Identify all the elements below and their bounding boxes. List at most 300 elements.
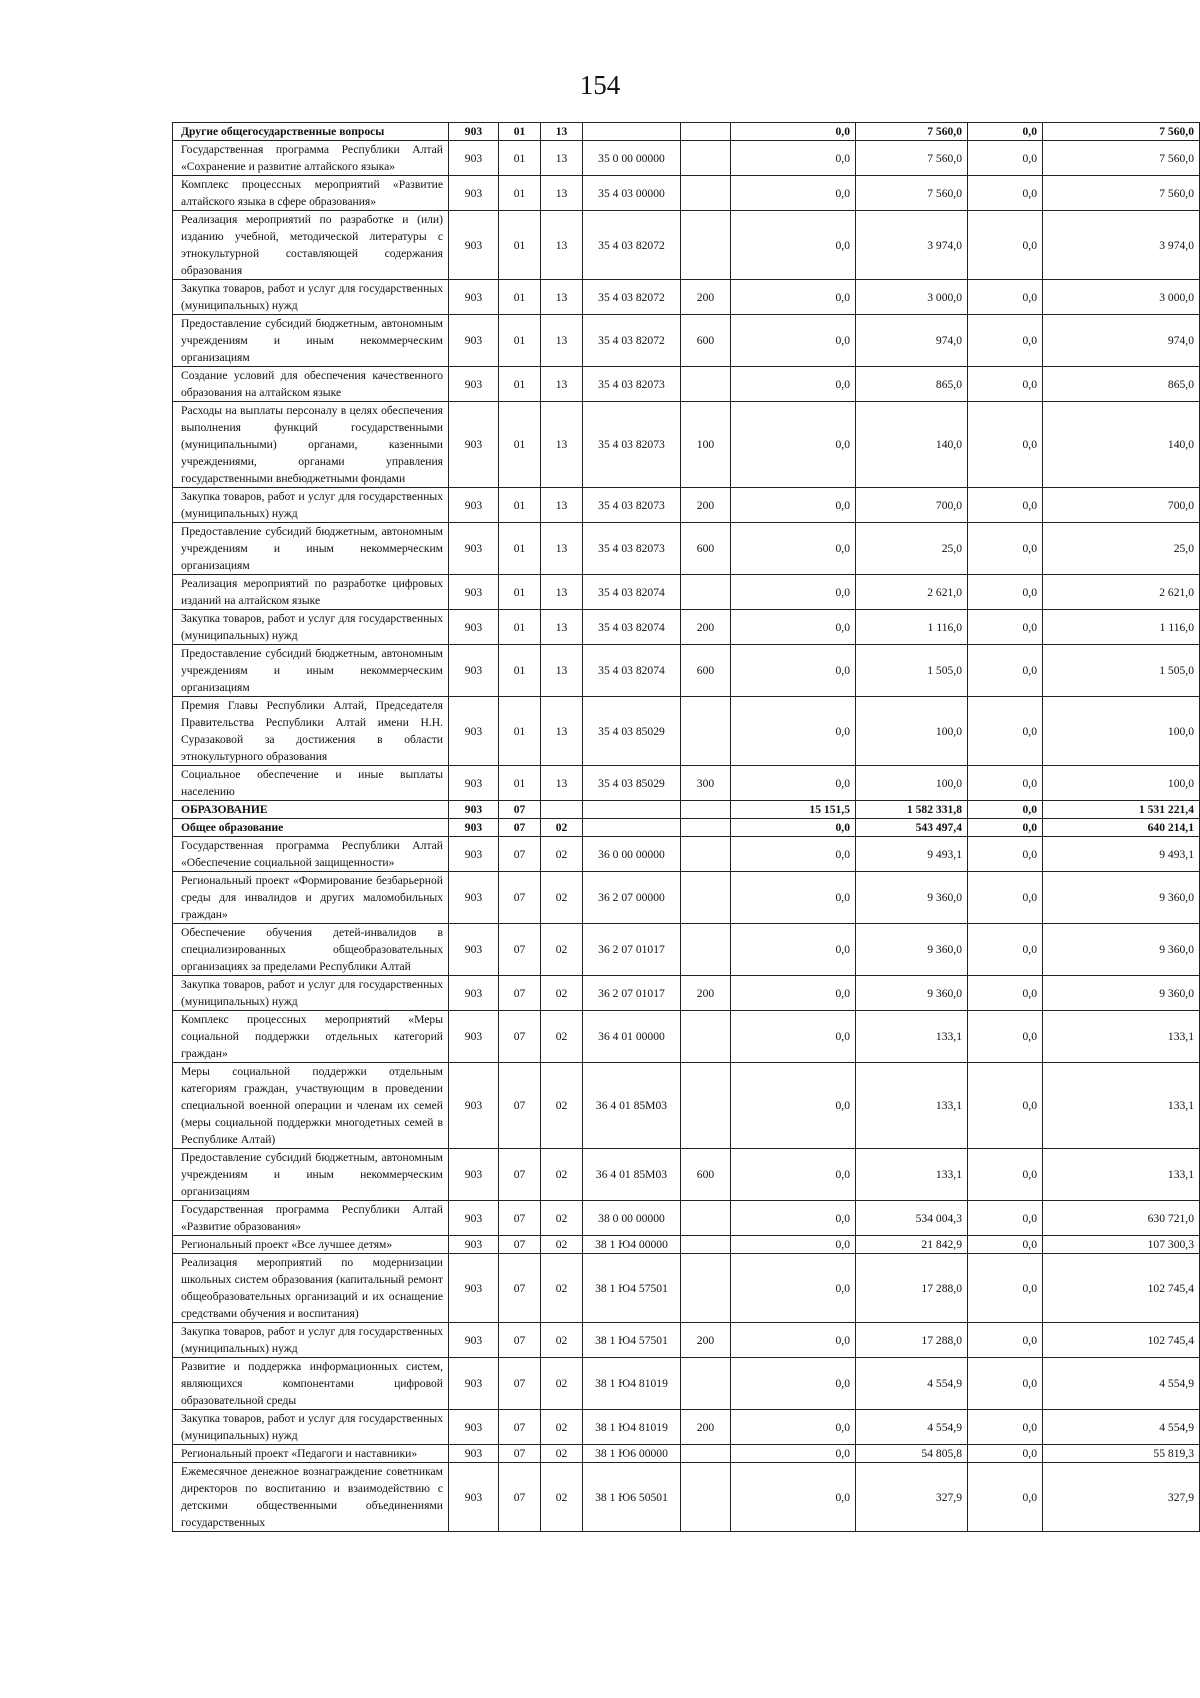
- row-amount-2: 2 621,0: [856, 575, 968, 610]
- row-name: Создание условий для обеспечения качественного образования на алтайском языке: [173, 367, 449, 402]
- row-target-article: [583, 123, 681, 141]
- row-amount-3: 0,0: [968, 766, 1043, 801]
- row-amount-1: 0,0: [731, 1011, 856, 1063]
- row-expense-type: [681, 1063, 731, 1149]
- row-amount-2: 4 554,9: [856, 1410, 968, 1445]
- row-amount-2: 534 004,3: [856, 1201, 968, 1236]
- row-amount-3: 0,0: [968, 924, 1043, 976]
- row-amount-1: 0,0: [731, 280, 856, 315]
- row-amount-3: 0,0: [968, 1063, 1043, 1149]
- row-target-article: 35 4 03 82072: [583, 280, 681, 315]
- row-gr-code: 903: [449, 280, 499, 315]
- table-row: [173, 766, 1200, 801]
- row-gr-code: 903: [449, 697, 499, 766]
- row-amount-4: 4 554,9: [1043, 1358, 1200, 1410]
- row-name: Закупка товаров, работ и услуг для государственных (муниципальных) нужд: [173, 488, 449, 523]
- row-amount-2: 133,1: [856, 1063, 968, 1149]
- row-subsection-code: 02: [541, 1463, 583, 1532]
- row-target-article: [583, 801, 681, 819]
- row-amount-4: 327,9: [1043, 1463, 1200, 1532]
- row-amount-4: 9 493,1: [1043, 837, 1200, 872]
- page-number: 154: [579, 70, 621, 100]
- row-expense-type: [681, 1011, 731, 1063]
- row-expense-type: [681, 1445, 731, 1463]
- row-amount-4: 9 360,0: [1043, 924, 1200, 976]
- row-expense-type: 300: [681, 766, 731, 801]
- table-row: [173, 1254, 1200, 1323]
- row-amount-4: 700,0: [1043, 488, 1200, 523]
- row-gr-code: 903: [449, 367, 499, 402]
- row-amount-2: 1 505,0: [856, 645, 968, 697]
- row-section-code: 01: [499, 176, 541, 211]
- row-amount-2: 17 288,0: [856, 1254, 968, 1323]
- table-row: [173, 610, 1200, 645]
- row-amount-4: 100,0: [1043, 697, 1200, 766]
- row-expense-type: 200: [681, 1323, 731, 1358]
- row-section-code: 07: [499, 1323, 541, 1358]
- row-amount-2: 100,0: [856, 766, 968, 801]
- row-amount-3: 0,0: [968, 976, 1043, 1011]
- row-section-code: 07: [499, 1011, 541, 1063]
- row-section-code: 01: [499, 280, 541, 315]
- row-amount-2: 140,0: [856, 402, 968, 488]
- row-subsection-code: 02: [541, 837, 583, 872]
- row-amount-4: 100,0: [1043, 766, 1200, 801]
- row-section-code: 07: [499, 1254, 541, 1323]
- row-subsection-code: 13: [541, 367, 583, 402]
- row-amount-1: 0,0: [731, 315, 856, 367]
- table-row: [173, 315, 1200, 367]
- row-expense-type: 600: [681, 1149, 731, 1201]
- row-amount-2: 327,9: [856, 1463, 968, 1532]
- row-amount-4: 9 360,0: [1043, 872, 1200, 924]
- row-subsection-code: 13: [541, 123, 583, 141]
- row-expense-type: [681, 575, 731, 610]
- row-expense-type: [681, 924, 731, 976]
- row-amount-2: 865,0: [856, 367, 968, 402]
- row-gr-code: 903: [449, 211, 499, 280]
- row-target-article: 36 2 07 01017: [583, 924, 681, 976]
- row-expense-type: 600: [681, 645, 731, 697]
- row-amount-1: 0,0: [731, 645, 856, 697]
- row-amount-4: 7 560,0: [1043, 176, 1200, 211]
- row-section-code: 07: [499, 924, 541, 976]
- row-gr-code: 903: [449, 1445, 499, 1463]
- row-section-code: 07: [499, 801, 541, 819]
- row-gr-code: 903: [449, 872, 499, 924]
- table-row: [173, 1410, 1200, 1445]
- row-gr-code: 903: [449, 1323, 499, 1358]
- row-amount-1: 0,0: [731, 123, 856, 141]
- row-subsection-code: 02: [541, 1011, 583, 1063]
- row-name: Социальное обеспечение и иные выплаты населению: [173, 766, 449, 801]
- row-section-code: 01: [499, 610, 541, 645]
- row-amount-4: 630 721,0: [1043, 1201, 1200, 1236]
- row-amount-1: 0,0: [731, 819, 856, 837]
- row-amount-4: 102 745,4: [1043, 1254, 1200, 1323]
- row-amount-1: 0,0: [731, 924, 856, 976]
- row-expense-type: [681, 367, 731, 402]
- row-section-code: 01: [499, 141, 541, 176]
- row-amount-1: 0,0: [731, 523, 856, 575]
- row-amount-1: 0,0: [731, 1254, 856, 1323]
- row-amount-2: 9 360,0: [856, 924, 968, 976]
- row-name: Региональный проект «Педагоги и наставники»: [173, 1445, 449, 1463]
- row-subsection-code: 13: [541, 523, 583, 575]
- row-gr-code: 903: [449, 610, 499, 645]
- row-section-code: 01: [499, 488, 541, 523]
- row-target-article: 36 4 01 00000: [583, 1011, 681, 1063]
- row-amount-3: 0,0: [968, 523, 1043, 575]
- row-gr-code: 903: [449, 819, 499, 837]
- row-amount-1: 0,0: [731, 1463, 856, 1532]
- row-name: Обеспечение обучения детей-инвалидов в специализированных общеобразовательных организациях за пределами Республики Алтай: [173, 924, 449, 976]
- row-expense-type: [681, 1463, 731, 1532]
- row-gr-code: 903: [449, 1410, 499, 1445]
- row-target-article: [583, 819, 681, 837]
- row-amount-3: 0,0: [968, 645, 1043, 697]
- row-amount-1: 0,0: [731, 1410, 856, 1445]
- row-subsection-code: [541, 801, 583, 819]
- row-amount-4: 7 560,0: [1043, 141, 1200, 176]
- row-section-code: 07: [499, 1410, 541, 1445]
- row-amount-1: 0,0: [731, 141, 856, 176]
- table-row: [173, 872, 1200, 924]
- row-amount-4: 640 214,1: [1043, 819, 1200, 837]
- row-name: Закупка товаров, работ и услуг для государственных (муниципальных) нужд: [173, 976, 449, 1011]
- row-gr-code: 903: [449, 1149, 499, 1201]
- row-gr-code: 903: [449, 976, 499, 1011]
- row-section-code: 07: [499, 1236, 541, 1254]
- row-target-article: 35 4 03 85029: [583, 697, 681, 766]
- row-name: Развитие и поддержка информационных систем, являющихся компонентами цифровой образовательной среды: [173, 1358, 449, 1410]
- row-gr-code: 903: [449, 1358, 499, 1410]
- row-expense-type: [681, 1236, 731, 1254]
- row-amount-2: 133,1: [856, 1011, 968, 1063]
- table-row: [173, 837, 1200, 872]
- row-amount-4: 133,1: [1043, 1063, 1200, 1149]
- row-amount-3: 0,0: [968, 801, 1043, 819]
- row-name: Реализация мероприятий по разработке цифровых изданий на алтайском языке: [173, 575, 449, 610]
- row-target-article: 38 1 Ю4 81019: [583, 1358, 681, 1410]
- row-amount-1: 0,0: [731, 575, 856, 610]
- row-target-article: 35 4 03 82073: [583, 402, 681, 488]
- row-subsection-code: 02: [541, 1323, 583, 1358]
- row-amount-4: 1 531 221,4: [1043, 801, 1200, 819]
- row-amount-1: 0,0: [731, 176, 856, 211]
- row-expense-type: [681, 176, 731, 211]
- row-section-code: 01: [499, 523, 541, 575]
- row-amount-3: 0,0: [968, 367, 1043, 402]
- table-row: [173, 367, 1200, 402]
- row-amount-2: 974,0: [856, 315, 968, 367]
- row-name: Региональный проект «Формирование безбарьерной среды для инвалидов и других маломобильных граждан»: [173, 872, 449, 924]
- row-section-code: 07: [499, 1445, 541, 1463]
- row-amount-2: 543 497,4: [856, 819, 968, 837]
- row-amount-4: 7 560,0: [1043, 123, 1200, 141]
- table-row: [173, 1358, 1200, 1410]
- table-row: [173, 697, 1200, 766]
- row-name: ОБРАЗОВАНИЕ: [173, 801, 449, 819]
- row-subsection-code: 13: [541, 280, 583, 315]
- row-subsection-code: 13: [541, 488, 583, 523]
- table-row: [173, 141, 1200, 176]
- row-target-article: 38 1 Ю4 00000: [583, 1236, 681, 1254]
- row-subsection-code: 02: [541, 1358, 583, 1410]
- row-subsection-code: 13: [541, 402, 583, 488]
- row-section-code: 07: [499, 1063, 541, 1149]
- row-amount-1: 0,0: [731, 1201, 856, 1236]
- row-section-code: 07: [499, 976, 541, 1011]
- row-amount-3: 0,0: [968, 1463, 1043, 1532]
- row-amount-1: 0,0: [731, 610, 856, 645]
- row-expense-type: [681, 872, 731, 924]
- table-row: [173, 1201, 1200, 1236]
- table-row: [173, 1011, 1200, 1063]
- row-subsection-code: 02: [541, 1201, 583, 1236]
- table-row: [173, 523, 1200, 575]
- row-gr-code: 903: [449, 176, 499, 211]
- row-gr-code: 903: [449, 837, 499, 872]
- row-section-code: 07: [499, 837, 541, 872]
- row-amount-2: 25,0: [856, 523, 968, 575]
- row-expense-type: 200: [681, 280, 731, 315]
- row-subsection-code: 02: [541, 976, 583, 1011]
- row-subsection-code: 13: [541, 697, 583, 766]
- row-amount-4: 55 819,3: [1043, 1445, 1200, 1463]
- row-target-article: 36 4 01 85М03: [583, 1149, 681, 1201]
- row-amount-3: 0,0: [968, 1011, 1043, 1063]
- row-gr-code: 903: [449, 123, 499, 141]
- row-expense-type: [681, 123, 731, 141]
- row-subsection-code: 02: [541, 1149, 583, 1201]
- row-target-article: 38 1 Ю4 57501: [583, 1254, 681, 1323]
- table-row: [173, 1149, 1200, 1201]
- row-amount-3: 0,0: [968, 610, 1043, 645]
- row-name: Закупка товаров, работ и услуг для государственных (муниципальных) нужд: [173, 1410, 449, 1445]
- row-name: Региональный проект «Все лучшее детям»: [173, 1236, 449, 1254]
- row-gr-code: 903: [449, 402, 499, 488]
- row-amount-1: 0,0: [731, 402, 856, 488]
- row-name: Предоставление субсидий бюджетным, автономным учреждениям и иным некоммерческим организациям: [173, 1149, 449, 1201]
- row-expense-type: 200: [681, 976, 731, 1011]
- budget-table: [172, 122, 1200, 1532]
- table-row: [173, 402, 1200, 488]
- row-gr-code: 903: [449, 1254, 499, 1323]
- row-amount-1: 0,0: [731, 367, 856, 402]
- row-section-code: 01: [499, 123, 541, 141]
- row-section-code: 07: [499, 872, 541, 924]
- table-row: [173, 575, 1200, 610]
- row-amount-2: 700,0: [856, 488, 968, 523]
- row-gr-code: 903: [449, 488, 499, 523]
- row-amount-3: 0,0: [968, 141, 1043, 176]
- row-target-article: 38 0 00 00000: [583, 1201, 681, 1236]
- row-amount-1: 0,0: [731, 1323, 856, 1358]
- row-amount-1: 0,0: [731, 976, 856, 1011]
- row-amount-1: 0,0: [731, 211, 856, 280]
- row-target-article: 36 2 07 01017: [583, 976, 681, 1011]
- table-row: [173, 1463, 1200, 1532]
- table-row: [173, 488, 1200, 523]
- row-amount-3: 0,0: [968, 837, 1043, 872]
- row-amount-4: 3 000,0: [1043, 280, 1200, 315]
- row-section-code: 07: [499, 1463, 541, 1532]
- row-target-article: 35 4 03 82074: [583, 645, 681, 697]
- row-amount-2: 21 842,9: [856, 1236, 968, 1254]
- row-expense-type: 200: [681, 488, 731, 523]
- row-amount-4: 140,0: [1043, 402, 1200, 488]
- row-amount-3: 0,0: [968, 697, 1043, 766]
- row-amount-4: 865,0: [1043, 367, 1200, 402]
- row-section-code: 01: [499, 315, 541, 367]
- row-target-article: 36 0 00 00000: [583, 837, 681, 872]
- table-row: [173, 1236, 1200, 1254]
- row-gr-code: 903: [449, 141, 499, 176]
- row-amount-2: 1 116,0: [856, 610, 968, 645]
- row-amount-4: 133,1: [1043, 1149, 1200, 1201]
- row-amount-1: 15 151,5: [731, 801, 856, 819]
- row-target-article: 35 4 03 82073: [583, 367, 681, 402]
- row-amount-2: 133,1: [856, 1149, 968, 1201]
- row-amount-4: 102 745,4: [1043, 1323, 1200, 1358]
- row-name: Закупка товаров, работ и услуг для государственных (муниципальных) нужд: [173, 610, 449, 645]
- row-expense-type: [681, 141, 731, 176]
- row-amount-3: 0,0: [968, 176, 1043, 211]
- row-expense-type: 200: [681, 1410, 731, 1445]
- row-expense-type: [681, 1254, 731, 1323]
- row-amount-2: 4 554,9: [856, 1358, 968, 1410]
- row-gr-code: 903: [449, 1201, 499, 1236]
- table-row: [173, 1445, 1200, 1463]
- row-amount-1: 0,0: [731, 1063, 856, 1149]
- row-expense-type: [681, 837, 731, 872]
- row-amount-3: 0,0: [968, 1236, 1043, 1254]
- row-target-article: 35 4 03 82073: [583, 523, 681, 575]
- row-amount-3: 0,0: [968, 402, 1043, 488]
- row-amount-1: 0,0: [731, 837, 856, 872]
- budget-table-body: [173, 123, 1200, 1532]
- row-expense-type: [681, 211, 731, 280]
- row-section-code: 01: [499, 402, 541, 488]
- row-name: Закупка товаров, работ и услуг для государственных (муниципальных) нужд: [173, 1323, 449, 1358]
- row-name: Другие общегосударственные вопросы: [173, 123, 449, 141]
- row-amount-3: 0,0: [968, 1445, 1043, 1463]
- row-name: Премия Главы Республики Алтай, Председателя Правительства Республики Алтай имени Н.Н. Суразаковой за достижения в области этнокультурного образования: [173, 697, 449, 766]
- row-amount-3: 0,0: [968, 211, 1043, 280]
- row-target-article: 35 4 03 82072: [583, 211, 681, 280]
- row-amount-3: 0,0: [968, 315, 1043, 367]
- row-section-code: 01: [499, 211, 541, 280]
- row-amount-4: 133,1: [1043, 1011, 1200, 1063]
- row-subsection-code: 02: [541, 1236, 583, 1254]
- row-expense-type: [681, 819, 731, 837]
- row-name: Государственная программа Республики Алтай «Развитие образования»: [173, 1201, 449, 1236]
- row-name: Комплекс процессных мероприятий «Меры социальной поддержки отдельных категорий граждан»: [173, 1011, 449, 1063]
- row-amount-3: 0,0: [968, 123, 1043, 141]
- row-subsection-code: 02: [541, 1445, 583, 1463]
- row-target-article: 35 4 03 00000: [583, 176, 681, 211]
- row-amount-3: 0,0: [968, 280, 1043, 315]
- row-amount-1: 0,0: [731, 1149, 856, 1201]
- row-target-article: 36 2 07 00000: [583, 872, 681, 924]
- row-name: Реализация мероприятий по разработке и (или) изданию учебной, методической литературы с этнокультурной составляющей содержания образования: [173, 211, 449, 280]
- row-section-code: 07: [499, 1201, 541, 1236]
- row-amount-3: 0,0: [968, 1149, 1043, 1201]
- row-amount-3: 0,0: [968, 1358, 1043, 1410]
- row-expense-type: 600: [681, 523, 731, 575]
- row-amount-4: 4 554,9: [1043, 1410, 1200, 1445]
- row-amount-1: 0,0: [731, 488, 856, 523]
- row-amount-4: 3 974,0: [1043, 211, 1200, 280]
- row-amount-2: 7 560,0: [856, 141, 968, 176]
- table-row: [173, 176, 1200, 211]
- row-name: Государственная программа Республики Алтай «Обеспечение социальной защищенности»: [173, 837, 449, 872]
- row-amount-2: 9 360,0: [856, 872, 968, 924]
- row-subsection-code: 02: [541, 1254, 583, 1323]
- row-amount-2: 3 000,0: [856, 280, 968, 315]
- row-gr-code: 903: [449, 1063, 499, 1149]
- row-expense-type: [681, 697, 731, 766]
- row-expense-type: [681, 1201, 731, 1236]
- row-amount-4: 9 360,0: [1043, 976, 1200, 1011]
- table-row: [173, 801, 1200, 819]
- row-amount-4: 1 116,0: [1043, 610, 1200, 645]
- row-expense-type: [681, 1358, 731, 1410]
- row-gr-code: 903: [449, 766, 499, 801]
- row-gr-code: 903: [449, 315, 499, 367]
- row-gr-code: 903: [449, 801, 499, 819]
- row-gr-code: 903: [449, 1463, 499, 1532]
- row-name: Закупка товаров, работ и услуг для государственных (муниципальных) нужд: [173, 280, 449, 315]
- table-row: [173, 123, 1200, 141]
- row-section-code: 01: [499, 645, 541, 697]
- row-amount-2: 1 582 331,8: [856, 801, 968, 819]
- row-amount-3: 0,0: [968, 1410, 1043, 1445]
- row-subsection-code: 13: [541, 645, 583, 697]
- table-row: [173, 645, 1200, 697]
- row-amount-3: 0,0: [968, 488, 1043, 523]
- row-target-article: 35 4 03 82072: [583, 315, 681, 367]
- row-amount-1: 0,0: [731, 872, 856, 924]
- table-row: [173, 211, 1200, 280]
- row-amount-4: 974,0: [1043, 315, 1200, 367]
- row-subsection-code: 13: [541, 141, 583, 176]
- row-amount-2: 54 805,8: [856, 1445, 968, 1463]
- row-amount-4: 2 621,0: [1043, 575, 1200, 610]
- row-section-code: 01: [499, 367, 541, 402]
- row-target-article: 36 4 01 85М03: [583, 1063, 681, 1149]
- row-target-article: 35 0 00 00000: [583, 141, 681, 176]
- row-amount-2: 7 560,0: [856, 123, 968, 141]
- row-gr-code: 903: [449, 1011, 499, 1063]
- row-subsection-code: 02: [541, 1410, 583, 1445]
- row-name: Расходы на выплаты персоналу в целях обеспечения выполнения функций государственными (муниципальными) органами, казенными учреждениями, органами управления государственными внебюджетными фондами: [173, 402, 449, 488]
- row-gr-code: 903: [449, 645, 499, 697]
- row-subsection-code: 02: [541, 924, 583, 976]
- row-subsection-code: 02: [541, 872, 583, 924]
- row-amount-1: 0,0: [731, 1236, 856, 1254]
- row-subsection-code: 13: [541, 610, 583, 645]
- row-amount-4: 1 505,0: [1043, 645, 1200, 697]
- row-target-article: 38 1 Ю4 81019: [583, 1410, 681, 1445]
- row-amount-3: 0,0: [968, 872, 1043, 924]
- table-row: [173, 924, 1200, 976]
- row-amount-2: 3 974,0: [856, 211, 968, 280]
- row-subsection-code: 13: [541, 176, 583, 211]
- row-amount-2: 17 288,0: [856, 1323, 968, 1358]
- row-amount-1: 0,0: [731, 1445, 856, 1463]
